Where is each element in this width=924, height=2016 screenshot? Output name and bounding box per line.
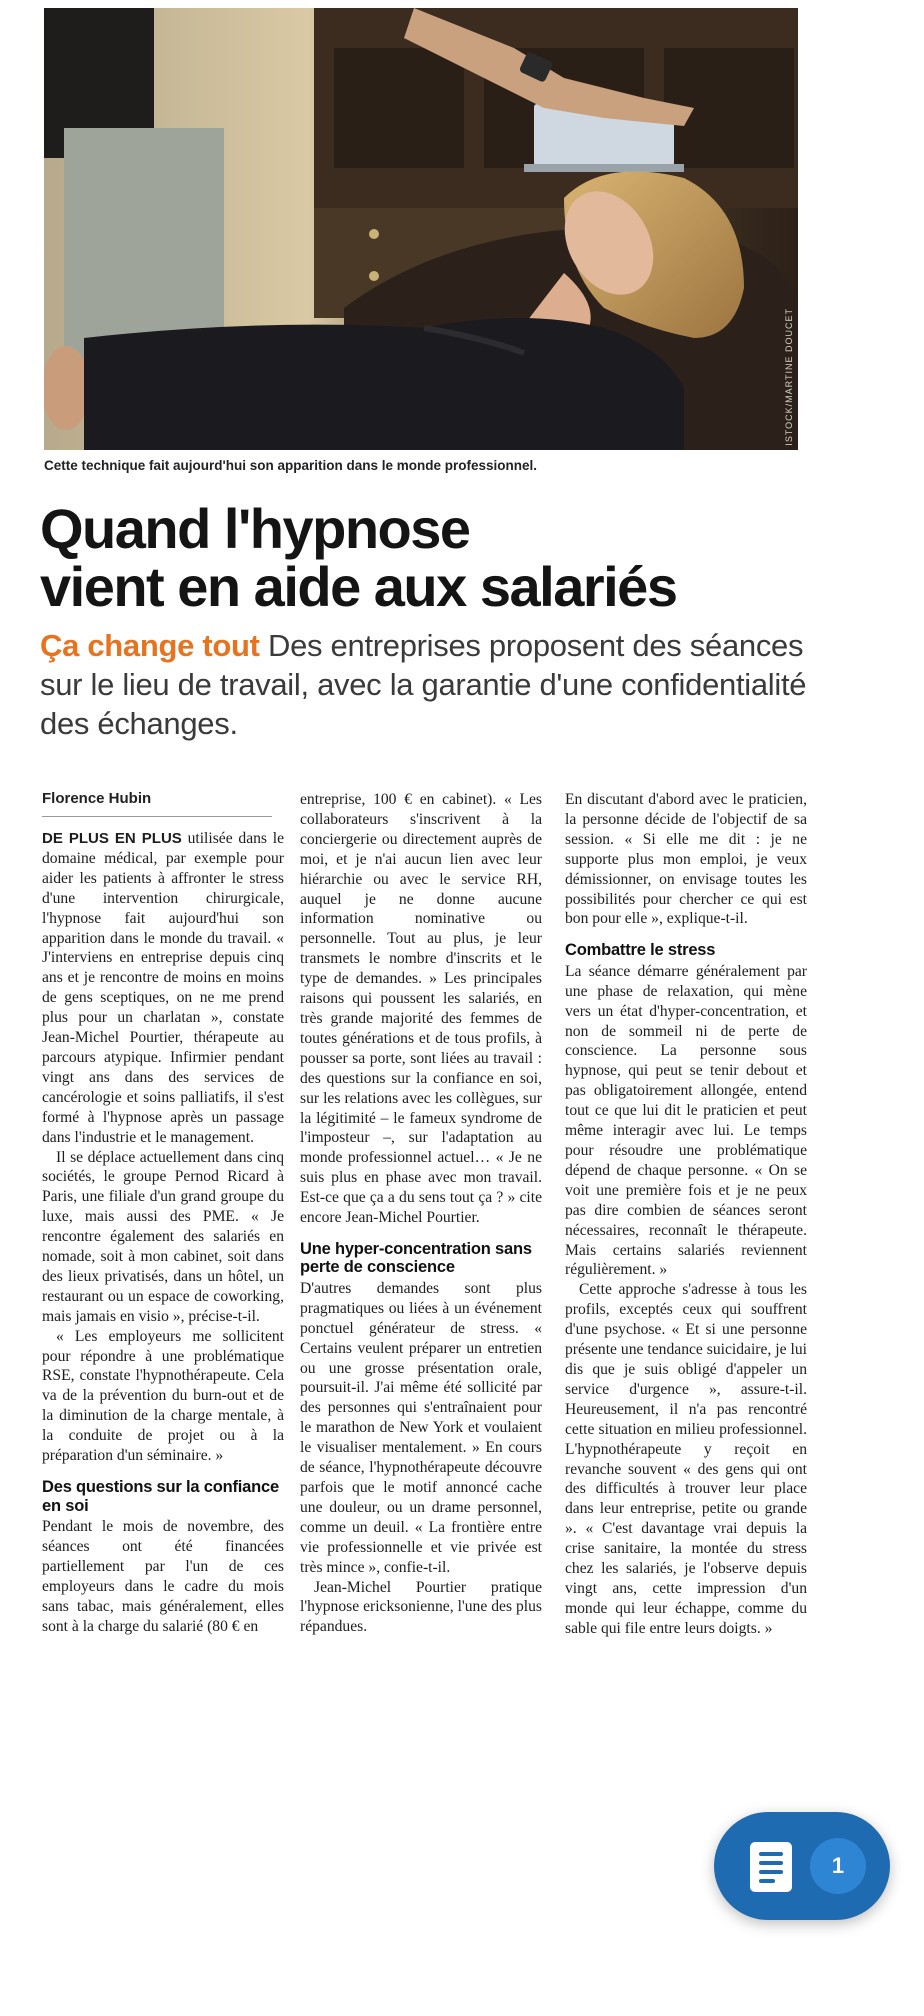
lead-caps: DE PLUS EN PLUS xyxy=(42,830,182,847)
column-2 xyxy=(300,790,542,1637)
headline-line-2: vient en aide aux salariés xyxy=(40,555,677,618)
paragraph: Pendant le mois de novembre, des séances ont été financées partiellement par l'un de ces employeurs dans le cadre du mois sans tabac, mais généralement, elles sont à la charge du salarié (80 € en xyxy=(42,1518,284,1635)
dek-text: Des entreprises proposent des séances sur le lieu de travail, avec la garantie d'une confidentialité des échanges. xyxy=(40,628,807,741)
paragraph: Cette approche s'adresse à tous les profils, exceptés ceux qui souffrent d'une psychose. « Et si une personne présente une tendance suicidaire, je lui dis que je suis obligé d'appeler un service d'urgence », assure-t-il. Heureusement, il n'a pas rencontré cette situation en milieu professionnel. L'hypnothérapeute y reçoit en revanche souvent « des gens qui ont des difficultés à trouver leur place dans leur entreprise, petite ou grande ». « C'est davantage vrai depuis la crise sanitaire, la montée du stress chez les salariés, je l'observe depuis vingt ans, cette impression d'un monde qui leur échappe, comme du sable qui file entre leurs doigts. » xyxy=(565,1281,807,1637)
column-3 xyxy=(565,790,807,1639)
dek-kicker: Ça change tout xyxy=(40,628,260,663)
subheading: Des questions sur la confiance en soi xyxy=(42,1478,279,1515)
paragraph: En discutant d'abord avec le praticien, la personne décide de l'objectif de sa session. « Si elle me dit : je ne supporte plus mon emploi, je veux démissionner, on envisage toutes les possibilités pour chercher ce qui est bon pour elle », explique-t-il. xyxy=(565,791,807,928)
page-count-badge[interactable]: 1 xyxy=(810,1838,866,1894)
paragraph: « Les employeurs me sollicitent pour répondre à une problématique RSE, constate l'hypnothérapeute. Cela va de la prévention du burn-out et de la diminution de la charge mentale, à la conduite de projet ou à la préparation d'un séminaire. » xyxy=(42,1327,284,1465)
article-photo xyxy=(44,8,798,450)
photo-credit: ISTOCK/MARTINE DOUCET xyxy=(784,308,794,446)
article-dek xyxy=(40,626,840,743)
paragraph: entreprise, 100 € en cabinet). « Les collaborateurs s'inscrivent à la conciergerie ou directement auprès de moi, et je n'ai aucun lien avec leur hiérarchie ou avec le service RH, auquel je ne donne aucune information nominative ou personnelle. Tout au plus, je leur transmets le nombre d'inscrits et le type de demandes. » Les principales raisons qui poussent les salariés, en très grande majorité des femmes de toutes générations et de tous profils, à pousser sa porte, sont liées au travail : des questions sur la confiance en soi, sur les relations avec les collègues, sur la légitimité – le fameux syndrome de l'imposteur –, sur l'adaptation au monde professionnel actuel… « Je ne suis plus en phase avec mon travail. Est-ce que ça a du sens tout ça ? » cite encore Jean-Michel Pourtier. xyxy=(300,791,542,1227)
document-icon[interactable] xyxy=(750,1842,792,1892)
paragraph-text: utilisée dans le domaine médical, par exemple pour aider les patients à affronter le stress d'une intervention chirurgicale, l'hypnose fait aujourd'hui son apparition dans le monde du travail. « J'interviens en entreprise depuis cinq ans et je rencontre de moins en moins de gens sceptiques, on ne me prend plus pour un charlatan », constate Jean-Michel Pourtier, thérapeute au parcours atypique. Infirmier pendant vingt ans dans des services de cancérologie et soins palliatifs, il s'est formé à l'hypnose après un passage dans l'industrie et le management. xyxy=(42,830,284,1146)
photo-caption: Cette technique fait aujourd'hui son apparition dans le monde professionnel. xyxy=(44,458,538,473)
paragraph: Il se déplace actuellement dans cinq sociétés, le groupe Pernod Ricard à Paris, une filiale d'un grand groupe du luxe, mais aussi des PME. « Je rencontre également des salariés en nomade, soit à mon cabinet, soit dans des lieux privatisés, dans un hôtel, un restaurant ou un espace de coworking, mais jamais en visio », précise-t-il. xyxy=(42,1148,284,1325)
column-1 xyxy=(42,790,284,1636)
paragraph: D'autres demandes sont plus pragmatiques ou liées à un événement ponctuel générateur de stress. « Certains veulent préparer un entretien ou une grosse présentation orale, poursuit-il. J'ai même été sollicité par des personnes qui s'entraînaient pour le marathon de New York et voulaient le visualiser mentalement. » En cours de séance, l'hypnothérapeute découvre parfois que le motif annoncé cache une douleur, ou un drame personnel, comme un deuil. « La frontière entre vie professionnelle et vie privée est très mince », confie-t-il. xyxy=(300,1279,542,1576)
byline: Florence Hubin xyxy=(42,790,272,817)
page-navigator-button[interactable] xyxy=(714,1812,890,1920)
subheading: Combattre le stress xyxy=(565,941,716,960)
headline-line-1: Quand l'hypnose xyxy=(40,497,470,560)
hypnosis-session-illustration xyxy=(44,8,798,450)
subheading: Une hyper-concentration sans perte de conscience xyxy=(300,1239,532,1277)
article-headline xyxy=(40,497,830,618)
paragraph: La séance démarre généralement par une phase de relaxation, qui mène vers un état d'hyper-concentration, et non de sommeil ni de perte de conscience. La personne sous hypnose, qui peut se tenir debout et pas obligatoirement allongée, entend tout ce que lui dit le praticien et peut même interagir avec lui. Le temps pour résoudre une problématique dépend de chaque personne. « On se voit une première fois et je ne peux pas dire combien de séances seront nécessaires, reconnaît le thérapeute. Mais certains salariés reviennent régulièrement. » xyxy=(565,962,807,1279)
paragraph xyxy=(42,829,284,1148)
paragraph: Jean-Michel Pourtier pratique l'hypnose ericksonienne, l'une des plus répandues. xyxy=(300,1578,542,1636)
